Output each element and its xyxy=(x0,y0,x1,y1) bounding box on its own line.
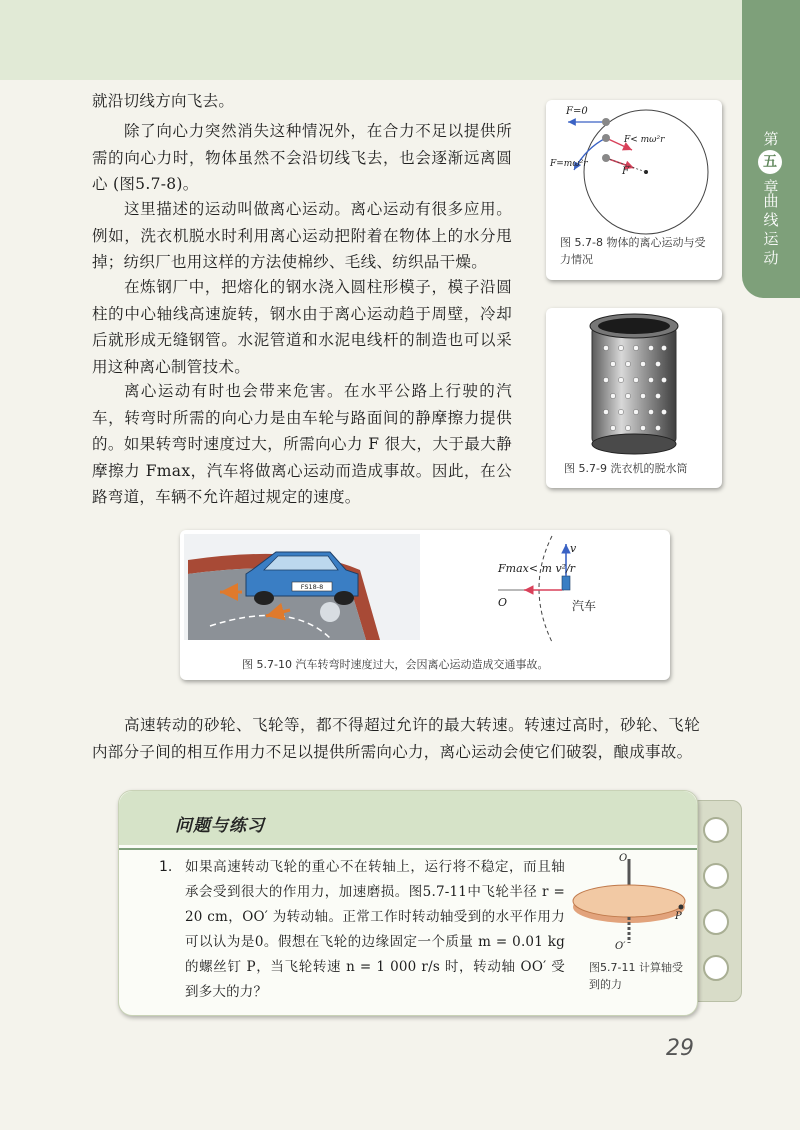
dryer-drum-illustration xyxy=(546,308,722,458)
car-block xyxy=(562,576,570,590)
paragraph-0: 就沿切线方向飞去。 xyxy=(92,92,235,110)
paragraph-5: 高速转动的砂轮、飞轮等，都不得超过允许的最大转速。转速过高时，砂轮、飞轮内部分子间的相互作用力不足以提供所需向心力，离心运动会使它们破裂，酿成事故。 xyxy=(92,716,700,761)
object-ball-mid xyxy=(602,134,610,142)
figure-5-7-9 xyxy=(546,308,722,488)
chapter-suffix: 章 xyxy=(763,178,779,196)
car-wheel-left xyxy=(254,591,274,605)
paragraph-3: 在炼钢厂中，把熔化的钢水浇入圆柱形模子，模子沿圆柱的中心轴线高速旋转，钢水由于离心运动趋于周壁，冷却后就形成无缝钢管。水泥管道和水泥电线杆的制造也可以采用这种离心制管技术。 xyxy=(92,278,512,376)
label-velocity: v xyxy=(570,542,577,555)
page-top-band xyxy=(0,0,800,80)
caption-5-7-9: 图 5.7-9 洗衣机的脱水筒 xyxy=(564,462,688,475)
flywheel-illustration xyxy=(569,851,689,951)
chapter-number-badge: 五 xyxy=(758,150,782,174)
flywheel-top xyxy=(573,885,685,917)
paragraph-2: 这里描述的运动叫做离心运动。离心运动有很多应用。例如，洗衣机脱水时利用离心运动把附着在物体上的水分甩掉；纺织厂也用这样的方法使棉纱、毛线、纺织品干燥。 xyxy=(92,200,512,271)
binder-ring-1 xyxy=(703,817,729,843)
drum-body xyxy=(592,326,676,444)
label-f-zero: F=0 xyxy=(566,106,588,117)
label-p: P xyxy=(675,911,682,922)
caption-5-7-10: 图 5.7-10 汽车转弯时速度过大，会因离心运动造成交通事故。 xyxy=(242,658,549,671)
tire-smoke xyxy=(320,602,340,622)
paragraph-1: 除了向心力突然消失这种情况外，在合力不足以提供所需的向心力时，物体虽然不会沿切线飞去，也会逐渐远离圆心 (图5.7-8)。 xyxy=(92,122,512,193)
figure-5-7-10 xyxy=(180,530,670,680)
question-1-number: 1. xyxy=(159,859,173,875)
page-number: 29 xyxy=(666,1036,694,1061)
chapter-title: 曲线运动 xyxy=(763,192,779,267)
label-f-equal: F=mω²r xyxy=(550,159,588,169)
centrifugal-motion-diagram xyxy=(546,100,722,250)
exercise-panel xyxy=(118,790,698,1016)
object-ball-low xyxy=(602,154,610,162)
caption-5-7-8: 图 5.7-8 物体的离心运动与受力情况 xyxy=(560,236,706,266)
label-f-less: F< mω²r xyxy=(624,135,665,145)
label-f: F xyxy=(622,166,629,177)
label-origin: O xyxy=(498,596,508,609)
label-car: 汽车 xyxy=(572,599,597,613)
exercise-title: 问题与练习 xyxy=(175,816,265,836)
label-fmax: Fmax< m v²/r xyxy=(498,562,576,575)
caption-5-7-11: 图5.7-11 计算轴受到的力 xyxy=(589,961,683,991)
chapter-side-tab xyxy=(742,0,800,298)
object-ball-top xyxy=(602,118,610,126)
question-1-text: 如果高速转动飞轮的重心不在转轴上，运行将不稳定，而且轴承会受到很大的作用力，加速磨损。图5.7-11中飞轮半径 r = 20 cm，OO′ 为转动轴。正常工作时转动轴受到的水平作用力可以认为是0。假想在飞轮的边缘固定一个质量 m = 0.01 kg 的螺丝钉 P，当飞轮转速 n = 1 000 r/s 时，转动轴 OO′ 受到多大的力？ xyxy=(185,859,565,1000)
label-o-top: O xyxy=(619,853,628,864)
drum-base xyxy=(592,434,676,454)
binder-ring-3 xyxy=(703,909,729,935)
car-turning-illustration xyxy=(180,530,670,648)
label-o-bottom: O′ xyxy=(615,941,626,951)
paragraph-4: 离心运动有时也会带来危害。在水平公路上行驶的汽车，转弯时所需的向心力是由车轮与路面间的静摩擦力提供的。如果转弯时速度过大，所需向心力 F 很大，大于最大静摩擦力 Fmax，汽车将做离心运动而造成事故。因此，在公路弯道，车辆不允许超过规定的速度。 xyxy=(92,382,512,506)
curve-path-dashed xyxy=(539,536,552,642)
screw-p xyxy=(679,905,684,910)
figure-5-7-8 xyxy=(546,100,722,280)
license-plate-text: FS18-8 xyxy=(300,583,324,591)
drum-opening xyxy=(598,318,670,334)
car-wheel-right xyxy=(334,591,354,605)
binder-ring-2 xyxy=(703,863,729,889)
exercise-divider xyxy=(119,848,697,850)
binder-ring-4 xyxy=(703,955,729,981)
chapter-prefix: 第 xyxy=(763,130,779,148)
